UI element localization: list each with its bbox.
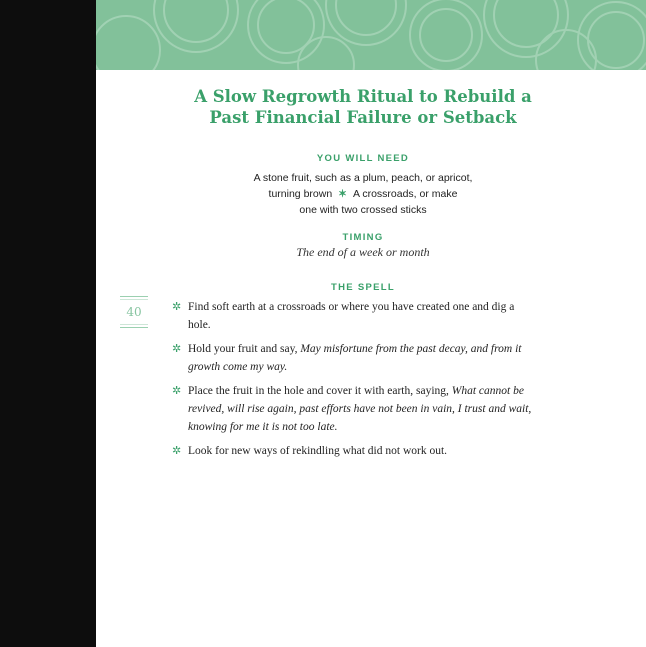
need-line-1: A stone fruit, such as a plum, peach, or apricot, (253, 172, 473, 184)
title-line-2: Past Financial Failure or Setback (209, 108, 517, 127)
step-italic: What cannot be revived, will rise again, past efforts have not been in vain, I trust and wait, knowing for me it is not too late. (188, 385, 532, 433)
timing-heading: TIMING (342, 232, 384, 243)
asterisk-bullet-icon: ✲ (172, 445, 182, 457)
timing-text: The end of a week or month (296, 245, 430, 259)
step-italic: May misfortune from the past decay, and from it growth come my way. (188, 343, 522, 373)
step-text: Hold your fruit and say, (188, 343, 301, 355)
dark-margin (0, 0, 96, 647)
need-line-2 (96, 186, 630, 202)
asterisk-bullet-icon: ✲ (172, 385, 182, 397)
you-will-need-heading: YOU WILL NEED (316, 153, 410, 164)
spell-step (172, 442, 532, 460)
you-will-need-text (96, 170, 630, 218)
coin-banner (96, 0, 646, 70)
coin-pattern-icon (96, 0, 646, 70)
spell-step (172, 382, 532, 436)
step-text: Find soft earth at a crossroads or where you have created one and dig a hole. (188, 301, 515, 331)
asterisk-bullet-icon: ✲ (172, 343, 182, 355)
step-text: Look for new ways of rekindling what did not work out. (188, 445, 448, 457)
spell-step (172, 298, 532, 334)
step-text: Place the fruit in the hole and cover it with earth, saying, (188, 385, 452, 397)
spell-step (172, 340, 532, 376)
title-line-1: A Slow Regrowth Ritual to Rebuild a (194, 87, 532, 106)
star-separator-icon: ✶ (338, 188, 347, 200)
page-title (96, 86, 630, 128)
need-line-2a: turning brown (268, 188, 333, 200)
asterisk-bullet-icon: ✲ (172, 301, 182, 313)
page-number: 40 (120, 296, 148, 328)
book-page (96, 0, 646, 647)
need-line-3: one with two crossed sticks (299, 204, 427, 216)
need-line-2b: A crossroads, or make (352, 188, 458, 200)
spell-steps (172, 298, 532, 466)
spell-heading: THE SPELL (331, 282, 395, 293)
